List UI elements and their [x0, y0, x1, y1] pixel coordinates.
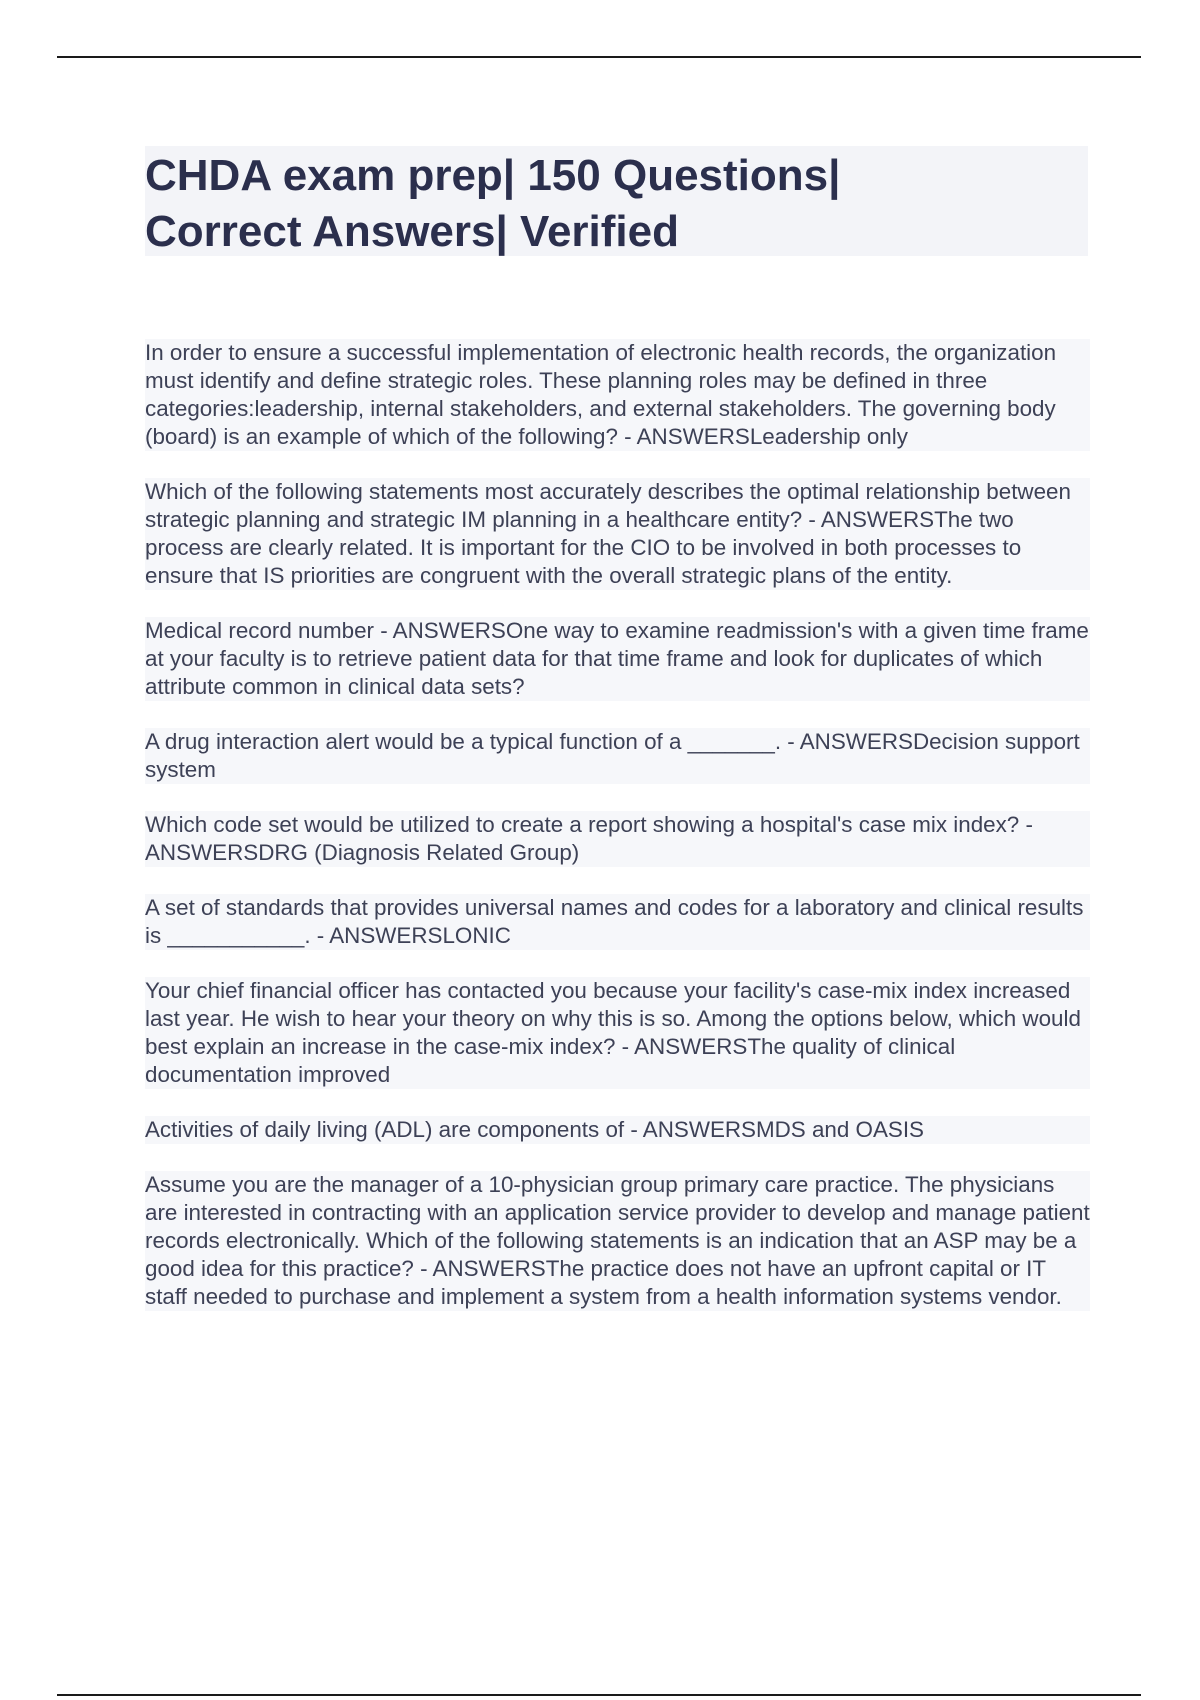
qa-text: Activities of daily living (ADL) are components of - ANSWERSMDS and OASIS — [145, 1117, 924, 1142]
qa-text: Your chief financial officer has contacted you because your facility's case-mix index increased last year. He wish to hear your theory on why this is so. Among the options below, which would best explain an increase in the case-mix index? - ANSWERSThe quality of clinical documentation improved — [145, 978, 1081, 1087]
qa-item — [145, 1116, 1090, 1144]
title-line-1: CHDA exam prep| 150 Questions| — [145, 151, 841, 200]
title-line-2: Correct Answers| Verified — [145, 207, 679, 256]
qa-item — [145, 811, 1090, 867]
qa-text: A set of standards that provides universal names and codes for a laboratory and clinical results is ___________. - ANSWERSLONIC — [145, 895, 1084, 948]
qa-text: Assume you are the manager of a 10-physician group primary care practice. The physicians are interested in contracting with an application service provider to develop and manage patient records electronically. Which of the following statements is an indication that an ASP may be a good idea for this practice? - ANSWERSThe practice does not have an upfront capital or IT staff needed to purchase and implement a system from a health information systems vendor. — [145, 1172, 1090, 1309]
qa-item — [145, 1171, 1090, 1311]
header-rule — [57, 56, 1141, 58]
title-block — [145, 146, 1088, 256]
qa-item — [145, 894, 1090, 950]
qa-text: Medical record number - ANSWERSOne way to examine readmission's with a given time frame at your faculty is to retrieve patient data for that time frame and look for duplicates of which attribute common in clinical data sets? — [145, 618, 1089, 699]
qa-item — [145, 728, 1090, 784]
qa-text: Which of the following statements most accurately describes the optimal relationship between strategic planning and strategic IM planning in a healthcare entity? - ANSWERSThe two process are clearly related. It is important for the CIO to be involved in both processes to ensure that IS priorities are congruent with the overall strategic plans of the entity. — [145, 479, 1071, 588]
qa-item — [145, 339, 1090, 451]
qa-text: A drug interaction alert would be a typical function of a _______. - ANSWERSDecision support system — [145, 729, 1080, 782]
qa-text: In order to ensure a successful implementation of electronic health records, the organization must identify and define strategic roles. These planning roles may be defined in three categories:leadership, internal stakeholders, and external stakeholders. The governing body (board) is an example of which of the following? - ANSWERSLeadership only — [145, 340, 1057, 449]
question-answer-list — [145, 339, 1090, 1338]
qa-item — [145, 977, 1090, 1089]
qa-item — [145, 617, 1090, 701]
document-title — [145, 148, 1088, 260]
qa-item — [145, 478, 1090, 590]
qa-text: Which code set would be utilized to create a report showing a hospital's case mix index? - ANSWERSDRG (Diagnosis Related Group) — [145, 812, 1033, 865]
footer-rule — [57, 1694, 1141, 1696]
